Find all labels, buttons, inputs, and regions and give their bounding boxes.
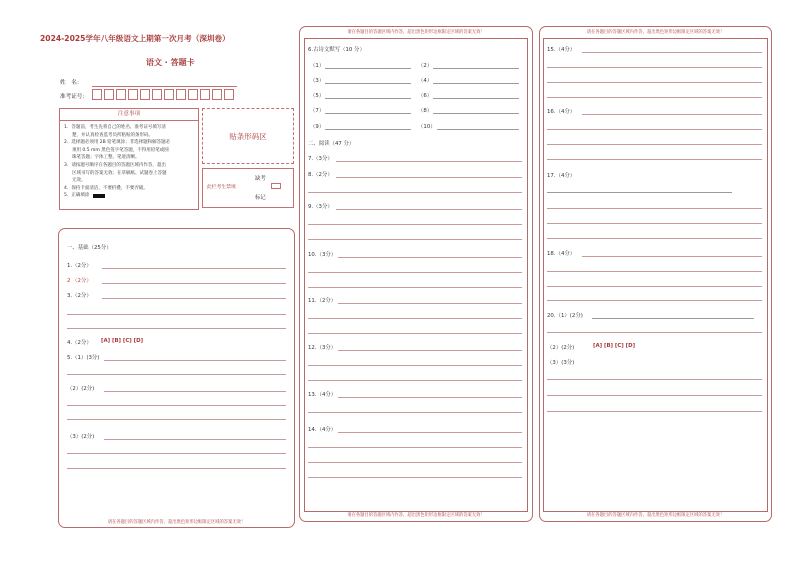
answer-line[interactable]	[104, 360, 286, 361]
question-9-label: 9.（3分）	[308, 204, 333, 210]
answer-line[interactable]	[67, 453, 286, 454]
question-20-2-choice-options[interactable]: [A] [B] [C] [D]	[593, 343, 636, 349]
answer-line[interactable]	[547, 208, 762, 209]
answer-line[interactable]	[547, 82, 762, 83]
answer-line[interactable]	[308, 287, 522, 288]
answer-line[interactable]	[338, 350, 522, 351]
answer-line[interactable]	[67, 468, 286, 469]
question-20-3-label: （3）(3分)	[547, 360, 575, 366]
id-label: 准考证号：	[60, 94, 88, 100]
answer-line[interactable]	[308, 412, 522, 413]
answer-line[interactable]	[582, 256, 762, 257]
answer-line[interactable]	[67, 374, 286, 375]
barcode-label: 贴条形码区	[229, 132, 267, 141]
answer-line[interactable]	[308, 224, 522, 225]
absent-top-label: 缺考	[255, 176, 266, 182]
question-4-label: 4.（2分）	[67, 340, 92, 346]
note-line: 2．选择题必须用 2B 铅笔填涂；非选择题和解答题必	[64, 140, 171, 146]
answer-line[interactable]	[67, 314, 286, 315]
answer-line[interactable]	[104, 439, 286, 440]
answer-line[interactable]	[547, 286, 762, 287]
answer-line[interactable]	[308, 239, 522, 240]
question-10-label: 10.（3分）	[308, 252, 337, 258]
answer-line[interactable]	[547, 379, 762, 380]
question-20-2-label: （2）(2分)	[547, 345, 575, 351]
boundary-notice: 请在各题目的答题区域内作答，超出黑色矩形边框限定区域的答案无效！	[347, 513, 485, 518]
absent-restriction-label: 此栏考生禁填	[207, 185, 236, 190]
answer-frame-right	[543, 38, 768, 512]
blank-label: （5）	[310, 93, 325, 99]
question-4-choice-options[interactable]: [A] [B] [C] [D]	[101, 338, 144, 344]
blank-label: （3）	[310, 78, 325, 84]
note-line: 1．答题前，考生先将自己的姓名、准考证号填写清	[64, 125, 166, 130]
answer-line[interactable]	[308, 447, 522, 448]
answer-line[interactable]	[308, 192, 522, 193]
answer-line[interactable]	[102, 283, 286, 284]
note-line: 珠笔答题；字体工整、笔迹清晰。	[72, 155, 140, 161]
question-20-1-label: 20.（1）(2分)	[547, 313, 583, 319]
answer-line[interactable]	[547, 238, 762, 239]
blank-label: （2）	[418, 63, 433, 69]
answer-line[interactable]	[308, 318, 522, 319]
boundary-notice: 请在各题目的答题区域内作答，超出黑色矩形边框限定区域的答案无效！	[586, 30, 725, 35]
answer-card-title: 语文 · 答题卡	[146, 58, 195, 67]
question-3-label: 3.（2分）	[67, 293, 92, 299]
blank-label: （1）	[310, 63, 325, 69]
id-number-grid[interactable]	[92, 89, 242, 101]
question-7-label: 7.（3分）	[308, 156, 333, 162]
question-6-label: 6.古诗文默写（10 分）	[308, 47, 365, 53]
note-line: 无效。	[72, 178, 86, 184]
question-12-label: 12.（3分）	[308, 345, 337, 351]
answer-line[interactable]	[582, 114, 762, 115]
question-5-3-label: （3）(2分)	[67, 434, 95, 440]
blank-label: （9）	[310, 124, 325, 130]
answer-line[interactable]	[547, 97, 762, 98]
answer-line[interactable]	[547, 144, 762, 145]
answer-line[interactable]	[325, 83, 411, 84]
question-13-label: 13.（4分）	[308, 392, 337, 398]
name-input-line[interactable]	[92, 86, 237, 87]
answer-line[interactable]	[547, 129, 762, 130]
question-8-label: 8.（2分）	[308, 172, 333, 178]
blank-label: （6）	[418, 93, 433, 99]
answer-line[interactable]	[308, 462, 522, 463]
answer-line[interactable]	[67, 328, 286, 329]
note-line: 4．保持卡面清洁，不要折叠，不要弄破。	[64, 185, 148, 191]
boundary-notice: 请在各题目的答题区域内作答，超出黑色矩形边框限定区域的答案无效！	[107, 520, 246, 525]
blank-label: （8）	[418, 108, 433, 114]
note-line: 5．正确填涂	[64, 193, 90, 199]
answer-line[interactable]	[67, 405, 286, 406]
notes-list	[64, 124, 170, 200]
answer-line[interactable]	[433, 83, 519, 84]
answer-line[interactable]	[547, 271, 762, 272]
blank-label: （7）	[310, 108, 325, 114]
answer-line[interactable]	[325, 98, 411, 99]
question-5-2-label: （2）(2分)	[67, 386, 95, 392]
answer-line[interactable]	[547, 67, 762, 68]
question-11-label: 11.（2分）	[308, 298, 337, 304]
absent-mark-box	[202, 168, 294, 208]
answer-line[interactable]	[547, 159, 762, 160]
answer-line[interactable]	[547, 332, 762, 333]
question-14-label: 14.（4分）	[308, 427, 337, 433]
question-2-label: 2 （2分）	[67, 278, 92, 284]
exam-title: 2024-2025学年八年级语文上期第一次月考（深圳卷）	[40, 34, 230, 43]
notes-heading: 注意事项	[60, 109, 198, 121]
answer-line[interactable]	[308, 272, 522, 273]
name-label: 姓 名：	[60, 80, 83, 86]
question-18-label: 18.（4分）	[547, 251, 576, 257]
question-1-label: 1.（2分）	[67, 263, 92, 269]
answer-line[interactable]	[592, 318, 754, 319]
note-line: 3．请按题号顺序在各题目的答题区域内作答，超出	[64, 162, 166, 168]
answer-line[interactable]	[308, 380, 522, 381]
answer-line[interactable]	[325, 113, 411, 114]
answer-line[interactable]	[308, 477, 522, 478]
answer-line[interactable]	[433, 113, 519, 114]
answer-line[interactable]	[582, 52, 762, 53]
filled-sample-mark	[93, 194, 105, 198]
answer-line[interactable]	[104, 391, 286, 392]
absent-bottom-label: 标记	[255, 195, 266, 201]
answer-line[interactable]	[547, 223, 762, 224]
answer-line[interactable]	[336, 177, 522, 178]
answer-line[interactable]	[433, 98, 519, 99]
notes-box	[59, 108, 199, 210]
blank-label: （4）	[418, 78, 433, 84]
barcode-area	[202, 108, 294, 164]
answer-line[interactable]	[67, 419, 286, 420]
answer-line[interactable]	[308, 365, 522, 366]
answer-line[interactable]	[338, 397, 522, 398]
section-reading-heading: 二、阅读（47 分）	[308, 141, 355, 147]
question-17-label: 17.（4分）	[547, 173, 576, 179]
answer-line[interactable]	[308, 333, 522, 334]
answer-line[interactable]	[338, 303, 522, 304]
boundary-notice: 请在各题目的答题区域内作答，超出黑色矩形边框限定区域的答案无效！	[347, 30, 485, 35]
answer-line[interactable]	[338, 257, 522, 258]
question-15-label: 15.（4分）	[547, 47, 576, 53]
note-line: 楚，并认真检查监考员所粘贴的条形码。	[72, 132, 153, 138]
question-5-1-label: 5.（1）(3分)	[67, 355, 100, 361]
note-line: 区域书写的答案无效；在草稿纸、试题卷上答题	[72, 170, 167, 176]
answer-line[interactable]	[547, 192, 732, 193]
answer-line[interactable]	[325, 68, 411, 69]
answer-line[interactable]	[325, 129, 411, 130]
question-16-label: 16.（4分）	[547, 109, 576, 115]
answer-frame-middle	[304, 38, 528, 512]
answer-line[interactable]	[547, 300, 762, 301]
answer-line[interactable]	[338, 432, 522, 433]
answer-panel-basics	[58, 228, 295, 528]
answer-line[interactable]	[433, 68, 519, 69]
answer-line[interactable]	[336, 209, 522, 210]
absent-checkbox[interactable]	[271, 183, 281, 189]
answer-line[interactable]	[547, 395, 762, 396]
note-line: 须用 0.5 mm 黑色签字笔答题，不得用铅笔或圆	[72, 147, 169, 153]
section-basics-heading: 一、基础（25分）	[67, 245, 112, 251]
answer-line[interactable]	[336, 161, 522, 162]
answer-line[interactable]	[102, 268, 286, 269]
answer-line[interactable]	[437, 129, 519, 130]
blank-label: （10）	[418, 124, 436, 130]
answer-line[interactable]	[547, 411, 762, 412]
boundary-notice: 请在各题目的答题区域内作答，超出黑色矩形边框限定区域的答案无效！	[586, 513, 725, 518]
answer-line[interactable]	[102, 298, 286, 299]
